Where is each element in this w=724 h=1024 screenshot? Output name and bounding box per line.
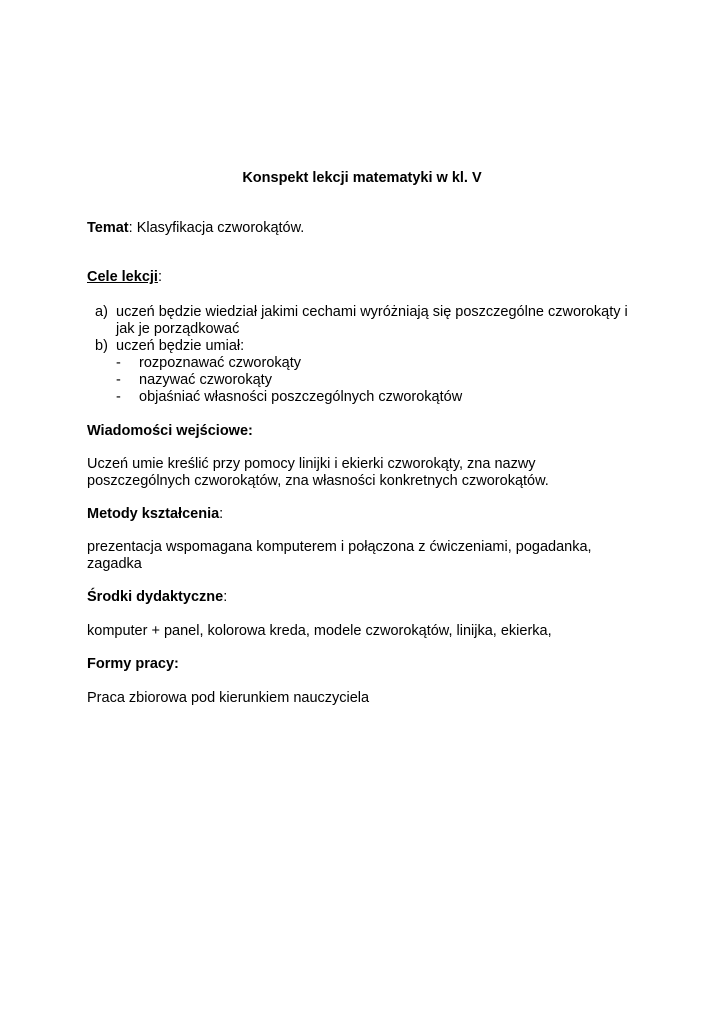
subitem-marker: - <box>116 389 121 405</box>
goal-item-a <box>87 304 647 338</box>
topic-separator: : <box>128 220 133 236</box>
goal-marker-b: b) <box>95 338 108 354</box>
prior-knowledge-heading: Wiadomości wejściowe: <box>87 423 253 439</box>
goal-subitem <box>87 389 647 406</box>
topic-value: Klasyfikacja czworokątów. <box>132 220 305 236</box>
work-forms-text: Praca zbiorowa pod kierunkiem nauczyciela <box>87 690 370 706</box>
subitem-text: nazywać czworokąty <box>139 372 272 388</box>
document-title: Konspekt lekcji matematyki w kl. V <box>242 170 482 186</box>
materials-text: komputer + panel, kolorowa kreda, modele czworokątów, linijka, ekierka, <box>87 623 552 639</box>
subitem-marker: - <box>116 355 121 371</box>
goal-item-b <box>87 338 647 355</box>
topic-label: Temat <box>87 220 129 236</box>
goals-separator: : <box>157 269 162 285</box>
prior-knowledge-text: Uczeń umie kreślić przy pomocy linijki i ekierki czworokąty, zna nazwy poszczególnych czworokątów, zna własności konkretnych czworokątów. <box>87 456 549 489</box>
materials-heading <box>87 589 647 606</box>
methods-text: prezentacja wspomagana komputerem i połączona z ćwiczeniami, pogadanka, zagadka <box>87 539 592 572</box>
methods-separator: : <box>219 506 224 522</box>
subitem-text: objaśniać własności poszczególnych czworokątów <box>139 389 463 405</box>
goal-text-a: uczeń będzie wiedział jakimi cechami wyróżniają się poszczególne czworokąty i jak je porządkować <box>116 304 628 337</box>
goal-text-b: uczeń będzie umiał: <box>116 338 245 354</box>
methods-heading <box>87 506 647 523</box>
goal-marker-a: a) <box>95 304 108 320</box>
work-forms-heading: Formy pracy: <box>87 656 179 672</box>
materials-label: Środki dydaktyczne <box>87 589 224 605</box>
methods-label: Metody kształcenia <box>87 506 220 522</box>
subitem-text: rozpoznawać czworokąty <box>139 355 301 371</box>
goal-subitem <box>87 355 647 372</box>
goals-label: Cele lekcji <box>87 269 158 285</box>
topic-line <box>87 220 647 237</box>
goals-list <box>87 304 647 406</box>
subitem-marker: - <box>116 372 121 388</box>
materials-separator: : <box>223 589 228 605</box>
goal-subitem <box>87 372 647 389</box>
goals-heading <box>87 269 647 286</box>
